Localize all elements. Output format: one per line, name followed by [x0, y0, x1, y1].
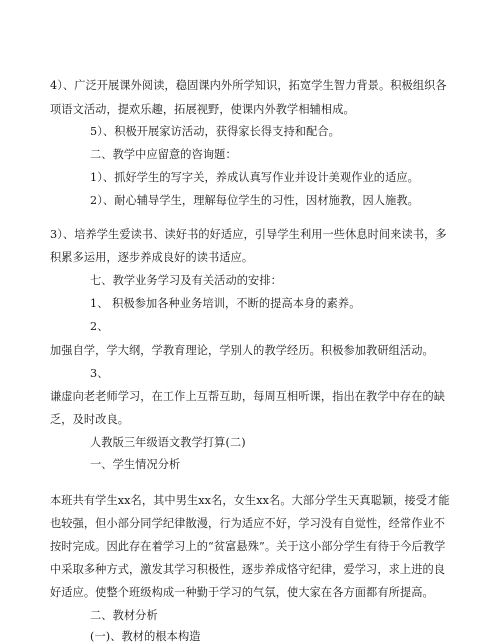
- text-line: 本班共有学生xx名，其中男生xx名，女生xx名。大部分学生天真聪颖，接受才能: [50, 494, 450, 507]
- text-line: 2）、耐心辅导学生，理解每位学生的习性，因材施教，因人施教。: [90, 194, 419, 207]
- text-line: 3、: [90, 367, 109, 380]
- text-line: 谦虚向老老师学习，在工作上互帮互助，每周互相听课，指出在教学中存在的缺: [50, 390, 446, 403]
- text-line: 好适应。使整个班级构成一种勤于学习的气氛，使大家在各方面都有所提高。: [50, 586, 434, 599]
- text-line: 3）、培养学生爱读书、读好书的好适应，引导学生利用一些休息时间来读书，多: [50, 228, 447, 241]
- section-heading: 二、教材分析: [90, 609, 158, 622]
- text-line: 项语文活动，提欢乐趣，拓展视野，使课内外教学相辅相成。: [50, 103, 355, 116]
- section-heading: 一、学生情况分析: [90, 458, 181, 471]
- text-line: 4）、广泛开展课外阅读，稳固课内外所学知识，拓宽学生智力背景。积极组织各: [50, 79, 447, 92]
- text-line: 按时完成。因此存在着学习上的“贫富悬殊”。关于这小部分学生有待于今后教学: [50, 540, 446, 553]
- text-line: 1、 积极参加各种业务培训，不断的提高本身的素养。: [90, 297, 361, 310]
- text-line: 中采取多种方式，激发其学习积极性，逐步养成恪守纪律，爱学习，求上进的良: [50, 563, 446, 576]
- text-line: 七、教学业务学习及有关活动的安排：: [90, 274, 282, 287]
- text-line: 二、教学中应留意的咨询题：: [90, 148, 237, 161]
- text-line: 也较强，但小部分同学纪律散漫，行为适应不好，学习没有自觉性，经常作业不: [50, 517, 446, 530]
- text-line: 乏，及时改良。: [50, 413, 130, 426]
- section-heading: (一)、教材的根本构造: [90, 630, 201, 643]
- text-line: 1）、抓好学生的写字关，养成认真写作业并设计美观作业的适应。: [90, 171, 419, 184]
- text-line: 5）、积极开展家访活动，获得家长得支持和配合。: [90, 125, 340, 138]
- text-line: 积累多运用，逐步养成良好的读书适应。: [50, 251, 254, 264]
- text-line: 2、: [90, 320, 109, 333]
- text-line: 加强自学，学大纲，学教育理论，学别人的教学经历。积极参加教研组活动。: [50, 344, 434, 357]
- section-title: 人教版三年级语文教学打算(二): [90, 436, 246, 449]
